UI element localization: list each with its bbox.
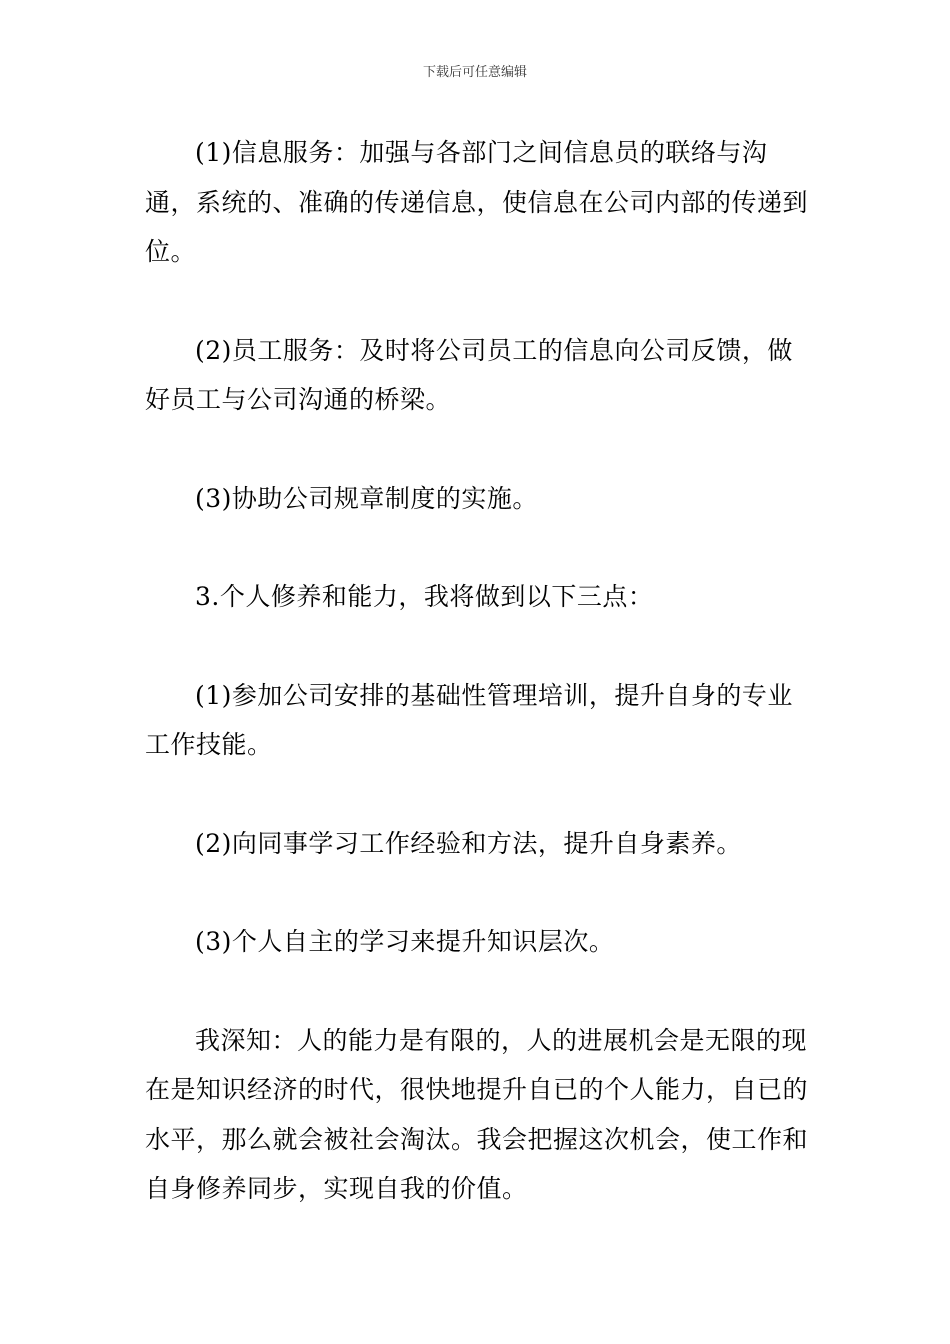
paragraph-info-service: (1)信息服务：加强与各部门之间信息员的联络与沟通，系统的、准确的传递信息，使信息在公司内部的传递到位。 xyxy=(145,138,809,266)
paragraph-learn-colleagues: (2)向同事学习工作经验和方法，提升自身素养。 xyxy=(195,828,742,858)
paragraph-section-3-heading: 3.个人修养和能力，我将做到以下三点： xyxy=(195,582,654,611)
paragraph-self-study: (3)个人自主的学习来提升知识层次。 xyxy=(195,927,615,956)
page-header: 下载后可任意编辑 xyxy=(422,65,527,80)
document-body xyxy=(145,128,810,1214)
paragraph-assist-rules: (3)协助公司规章制度的实施。 xyxy=(195,483,538,513)
paragraph-training: (1)参加公司安排的基础性管理培训，提升自身的专业工作技能。 xyxy=(145,680,793,759)
paragraph-conclusion: 我深知：人的能力是有限的，人的进展机会是无限的现在是知识经济的时代，很快地提升自已的个人能力，自已的水平，那么就会被社会淘汰。我会把握这次机会，使工作和自身修养同步，实现自我的价值。 xyxy=(145,1025,809,1203)
paragraph-staff-service: (2)员工服务：及时将公司员工的信息向公司反馈，做好员工与公司沟通的桥梁。 xyxy=(145,335,793,414)
